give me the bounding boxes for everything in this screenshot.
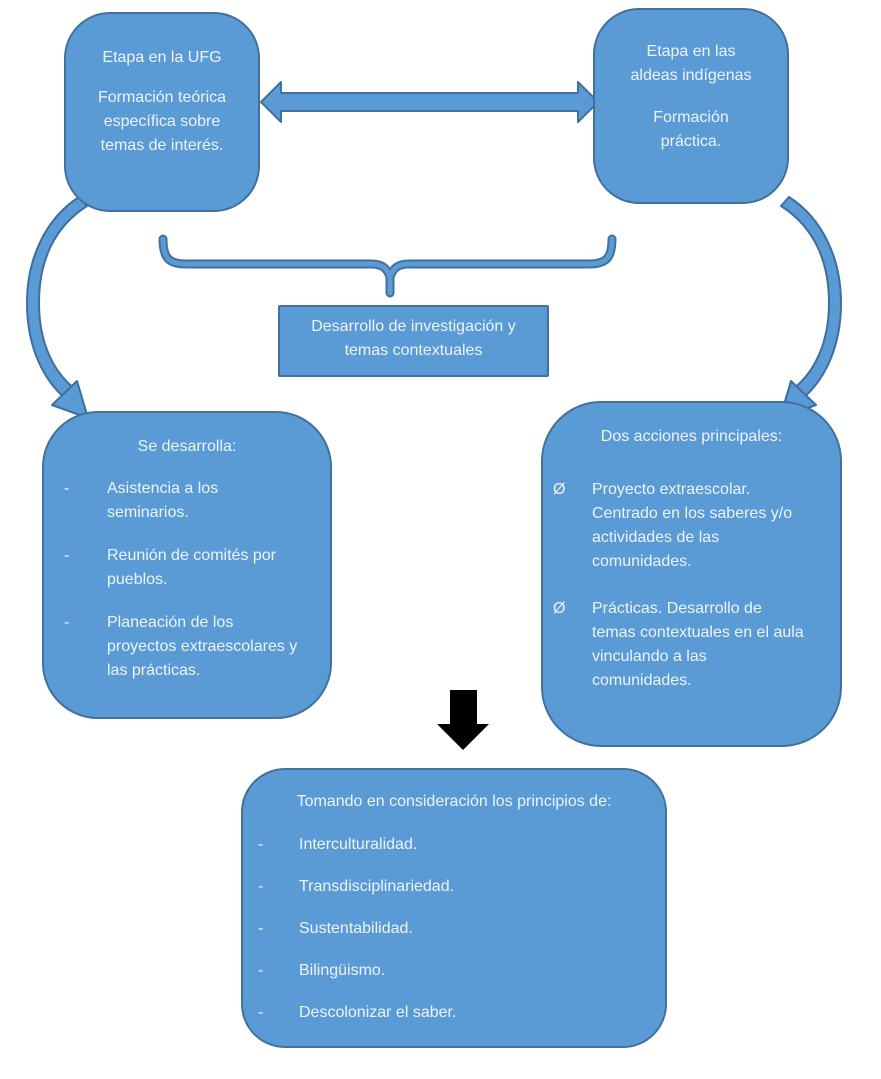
list-item-text: Bilingüismo. [299, 962, 386, 979]
dash-bullet: - [258, 836, 264, 853]
top-left-box [64, 12, 260, 212]
dash-bullet: - [64, 614, 70, 631]
box-title: Etapa en la UFG [102, 49, 222, 66]
dash-bullet: - [258, 920, 264, 937]
list-item [44, 544, 330, 592]
dash-bullet: - [64, 480, 70, 497]
curved-down-arrow-right-icon [780, 197, 841, 418]
slashed-o-bullet: Ø [553, 600, 566, 617]
list-item [44, 611, 330, 683]
dash-bullet: - [258, 962, 264, 979]
bullet-list [243, 833, 665, 1025]
list-item [543, 597, 840, 693]
list-item-text: Asistencia a los seminarios. [107, 480, 219, 521]
list-item [543, 478, 840, 574]
curved-down-arrow-left-icon [27, 197, 88, 418]
list-item-text: Reunión de comités por pueblos. [107, 547, 276, 588]
black-down-arrow-icon [437, 690, 489, 750]
box-title: Tomando en consideración los principios de: [296, 793, 612, 810]
right-box [541, 401, 842, 747]
center-box [278, 305, 549, 377]
box-body: Formación teórica específica sobre temas de interés. [97, 89, 227, 154]
dash-bullet: - [258, 878, 264, 895]
list-item [243, 917, 665, 941]
list-item-text: Sustentabilidad. [299, 920, 413, 937]
list-item [44, 477, 330, 525]
dash-bullet: - [64, 547, 70, 564]
list-item-text: Interculturalidad. [299, 836, 418, 853]
list-item-text: Proyecto extraescolar. Centrado en los saberes y/o actividades de las comunidades. [592, 481, 793, 570]
list-item-text: Transdisciplinariedad. [299, 878, 455, 895]
list-item [243, 959, 665, 983]
list-item [243, 875, 665, 899]
box-text: Desarrollo de investigación y temas contextuales [311, 318, 516, 359]
bottom-box [241, 768, 667, 1048]
top-right-box [593, 8, 789, 204]
dash-bullet: - [258, 1004, 264, 1021]
box-title: Se desarrolla: [137, 438, 237, 455]
curly-brace-icon [163, 239, 612, 293]
list-item-text: Prácticas. Desarrollo de temas contextuales en el aula vinculando a las comunidades. [592, 600, 804, 689]
box-title: Dos acciones principales: [600, 428, 783, 445]
bullet-list [543, 478, 840, 693]
list-item [243, 1001, 665, 1025]
bullet-list [44, 477, 330, 683]
box-body: Formación práctica. [653, 109, 729, 150]
left-right-arrow-icon [261, 82, 598, 122]
slashed-o-bullet: Ø [553, 481, 566, 498]
box-title: Etapa en las aldeas indígenas [630, 43, 752, 84]
list-item [243, 833, 665, 857]
list-item-text: Descolonizar el saber. [299, 1004, 457, 1021]
list-item-text: Planeación de los proyectos extraescolares y las prácticas. [107, 614, 298, 679]
left-box [42, 411, 332, 719]
